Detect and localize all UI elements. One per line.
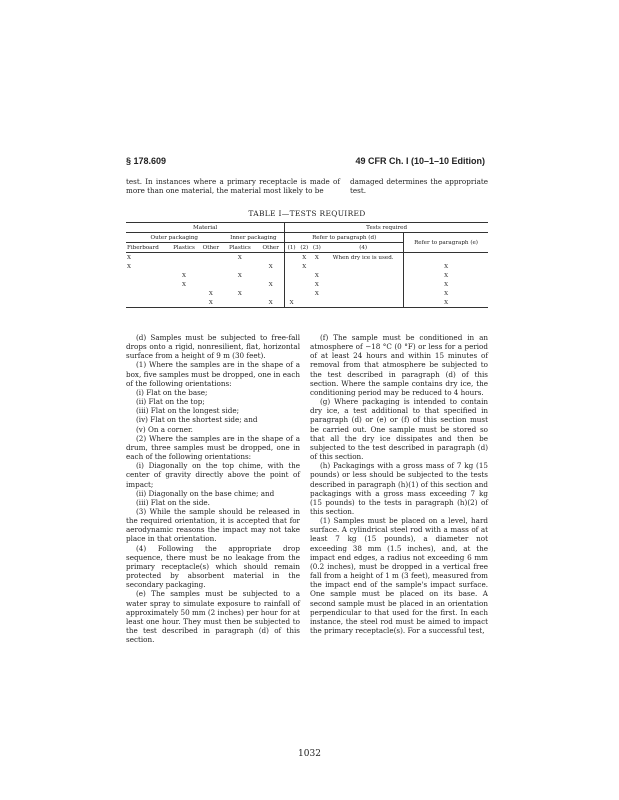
table-row [126, 280, 488, 289]
right-column-text [310, 333, 488, 635]
paragraph-d-1-ii: (ii) Flat on the top; [136, 397, 205, 407]
paragraph-d-2-i: (i) Diagonally on the top chime, with the center of gravity directly above the point of impact; [126, 461, 300, 489]
intro-left-paragraph: test. In instances where a primary receptacle is made of more than one material, the material most likely to be [126, 177, 340, 196]
column-header: Fiberboard [127, 244, 159, 251]
table-cell [311, 298, 324, 308]
table-cell: X [237, 272, 242, 279]
table-cell [126, 289, 169, 298]
table-cell: X [208, 299, 213, 306]
table-cell [257, 271, 285, 280]
table-row [126, 262, 488, 271]
table-cell [298, 280, 311, 289]
table-cell: X [208, 290, 213, 297]
column-header: Other [202, 244, 220, 251]
paragraph-f: (f) The sample must be conditioned in an atmosphere of −18 °C (0 °F) or less for a period of at least 24 hours and within 15 minutes of removal from that atmosphere be subjected to the test described in paragraph (d) of this section. Where the sample contains dry ice, the conditioning period may be reduced to 4 hours. [310, 333, 488, 397]
table-cell: X [127, 263, 131, 270]
table-cell [223, 280, 258, 289]
paragraph-g: (g) Where packaging is intended to contain dry ice, a test additional to that specified in paragraph (d) or (e) or (f) of this section must be carried out. One sample must be stored so that all the dry ice dissipates and then be subjected to the test described in paragraph (d) of this section. [310, 397, 488, 462]
table-cell: X [237, 290, 242, 297]
tests-group-header: Tests required [285, 223, 488, 233]
paragraph-d-1: (1) Where the samples are in the shape of a box, five samples must be dropped, one in each of the following orientations: [126, 360, 300, 388]
table-cell [169, 262, 199, 271]
table-cell [126, 280, 169, 289]
paragraph-d: (d) Samples must be subjected to free-fall drops onto a rigid, nonresilient, flat, horizontal surface from a height of 9 m (30 feet). [126, 333, 300, 361]
paragraph-d-4: (4) Following the appropriate drop sequence, there must be no leakage from the primary receptacle(s) which should remain protected by absorbent material in the secondary packaging. [126, 543, 300, 590]
column-header: Plastics [228, 244, 251, 251]
intro-left-text [126, 177, 340, 195]
table-cell [323, 280, 403, 289]
table-cell [285, 271, 298, 280]
table-cell [257, 289, 285, 298]
table-cell: X [404, 271, 488, 280]
table-cell [126, 271, 169, 280]
table-cell: X [182, 272, 186, 279]
table-cell: X [404, 298, 488, 308]
table-cell [298, 289, 311, 298]
table-cell [126, 298, 169, 308]
paragraph-d-1-v: (v) On a corner. [136, 424, 193, 434]
table-cell [285, 289, 298, 298]
paragraph-d-2-ii: (ii) Diagonally on the base chime; and [136, 488, 275, 498]
table-cell: X [404, 280, 488, 289]
paragraph-d-3: (3) While the sample should be released in the required orientation, it is accepted that for aerodynamic reasons the impact may not take place in that orientation. [126, 506, 300, 544]
refer-paragraph-e-header: Refer to paragraph (e) [404, 233, 488, 253]
table-cell: X [302, 263, 307, 270]
table-cell: X [268, 281, 273, 288]
table-cell [404, 253, 488, 263]
table-row [126, 289, 488, 298]
table-cell [169, 298, 199, 308]
table-cell [323, 271, 403, 280]
table-row [126, 271, 488, 280]
intro-right-text [350, 177, 488, 195]
page-number: 1032 [298, 749, 321, 759]
table-cell [323, 262, 403, 271]
table-cell: X [182, 281, 186, 288]
table-cell [223, 298, 258, 308]
paragraph-d-2: (2) Where the samples are in the shape of a drum, three samples must be dropped, one in each of the following orientations: [126, 433, 300, 462]
table-cell: X [314, 281, 319, 288]
column-header: (3) [312, 244, 321, 251]
table-cell [298, 298, 311, 308]
table-cell: X [314, 254, 319, 261]
table-cell [311, 262, 324, 271]
table-cell: X [127, 254, 131, 261]
table-cell: X [404, 262, 488, 271]
paragraph-d-2-iii: (iii) Flat on the side. [136, 497, 210, 507]
table-cell [285, 262, 298, 271]
table-row [126, 298, 488, 308]
table-cell [285, 253, 298, 263]
table-cell [323, 298, 403, 308]
table-cell [169, 289, 199, 298]
table-cell [323, 289, 403, 298]
table-cell [199, 262, 222, 271]
refer-paragraph-d-header: Refer to paragraph (d) [285, 233, 404, 243]
paragraph-d-1-iii: (iii) Flat on the longest side; [136, 406, 240, 416]
paragraph-d-1-iv: (iv) Flat on the shortest side; and [136, 415, 258, 425]
column-header: Other [262, 244, 279, 251]
table-cell [257, 253, 285, 263]
table-title: TABLE I—TESTS REQUIRED [248, 209, 366, 218]
tests-required-table [126, 222, 488, 308]
table-cell: X [314, 290, 319, 297]
outer-packaging-header: Outer packaging [150, 234, 199, 241]
paragraph-e: (e) The samples must be subjected to a water spray to simulate exposure to rainfall of approximately 50 mm (2 inches) per hour for at least one hour. They must then be subjected to the test described in paragraph (d) of this section. [126, 589, 300, 645]
column-header: Plastics [173, 244, 195, 251]
table-cell [199, 280, 222, 289]
table-cell: X [237, 254, 242, 261]
table-cell [199, 271, 222, 280]
table-cell [169, 253, 199, 263]
table-cell [285, 280, 298, 289]
column-header: (2) [300, 244, 309, 251]
table-cell: X [285, 298, 298, 308]
table-cell: X [268, 263, 273, 270]
section-number: § 178.609 [126, 156, 167, 166]
table-row [126, 253, 488, 263]
column-header: (1) [285, 243, 298, 253]
paragraph-d-1-i: (i) Flat on the base; [136, 387, 208, 397]
table-cell: X [302, 254, 307, 261]
intro-right-paragraph: damaged determines the appropriate test. [350, 177, 488, 196]
material-group-header: Material [193, 224, 218, 231]
column-header: (4) [359, 244, 368, 251]
paragraph-h-1: (1) Samples must be placed on a level, hard surface. A cylindrical steel rod with a mass of at least 7 kg (15 pounds), a diameter not exceeding 38 mm (1.5 inches), and, at the impact end edges, a radius not exceeding 6 mm (0.2 inches), must be dropped in a vertical free fall from a height of 1 m (3 feet), measured from the impact end of the sample's impact surface. One sample must be placed on its base. A second sample must be placed in an orientation perpendicular to that used for the first. In each instance, the steel rod must be aimed to impact the primary receptacle(s). For a successful test, [310, 516, 488, 635]
paragraph-h: (h) Packagings with a gross mass of 7 kg (15 pounds) or less should be subjected to the tests described in paragraph (h)(1) of this section and packagings with a gross mass exceeding 7 kg (15 pounds) to the tests in paragraph (h)(2) of this section. [310, 461, 488, 516]
table-cell: X [404, 289, 488, 298]
table-cell: X [268, 299, 273, 306]
table-cell: X [314, 272, 319, 279]
table-cell [223, 262, 258, 271]
table-cell [199, 253, 222, 263]
cfr-edition-header: 49 CFR Ch. I (10–1–10 Edition) [355, 156, 485, 166]
table-cell [298, 271, 311, 280]
left-column-text [126, 333, 300, 644]
inner-packaging-header: Inner packaging [230, 234, 277, 241]
table-cell: When dry ice is used. [332, 254, 394, 261]
